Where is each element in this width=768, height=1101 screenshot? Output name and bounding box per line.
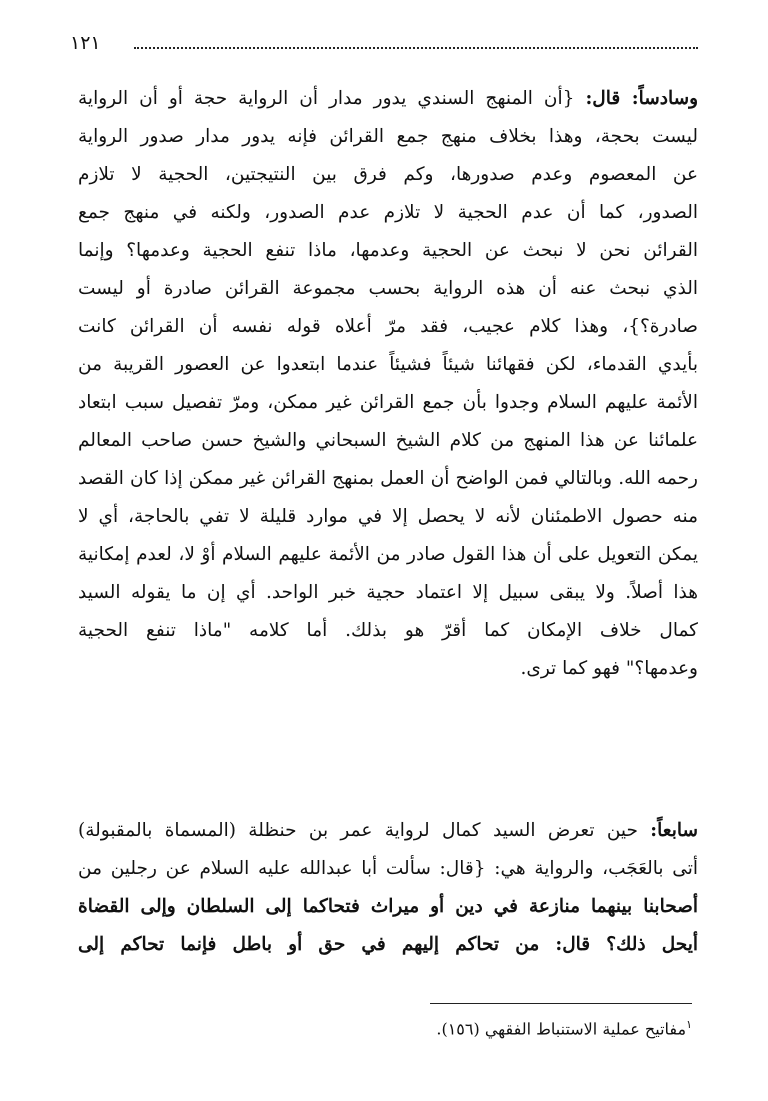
- text-line: سابعاً: حين تعرض السيد كمال لرواية عمر بن حنظلة (المسماة بالمقبولة): [78, 820, 698, 841]
- page-number: ١٢١: [70, 32, 101, 54]
- paragraph-seventh-point: [78, 812, 698, 964]
- footnote-separator: [430, 1003, 692, 1004]
- text-line: القرائن نحن لا نبحث عن الحجية وعدمها، ماذا تنفع الحجية وعدمها؟ وإنما: [78, 240, 698, 261]
- text-line: أصحابنا بينهما منازعة في دين أو ميراث فتحاكما إلى السلطان وإلى القضاة: [78, 896, 698, 917]
- text-line: أتى بالعَجَب، والرواية هي: {قال: سألت أبا عبدالله عليه السلام عن رجلين من: [78, 858, 698, 879]
- text-line: الأئمة عليهم السلام وجدوا بأن جمع القرائن غير ممكن، ومرّ تفصيل سبب ابتعاد: [78, 392, 698, 413]
- text-line: عن المعصوم وعدم صدورها، وكم فرق بين النتيجتين، الحجية لا تلازم: [78, 164, 698, 185]
- text-line: ليست بحجة، وهذا بخلاف منهج جمع القرائن فإنه يدور مدار صدور الرواية: [78, 126, 698, 147]
- text-line: علمائنا عن هذا المنهج من كلام الشيخ السبحاني والشيخ حسن صاحب المعالم: [78, 430, 698, 451]
- text-line: بأيدي القدماء، لكن فقهائنا شيئاً فشيئاً عندما ابتعدوا عن العصور القريبة من: [78, 354, 698, 375]
- footnote-marker: ١: [686, 1018, 692, 1031]
- text-line: أيحل ذلك؟ قال: من تحاكم إليهم في حق أو باطل فإنما تحاكم إلى: [78, 934, 698, 955]
- section-lead: سابعاً:: [650, 820, 698, 841]
- text-line: هذا أصلاً. ولا يبقى سبيل إلا اعتماد حجية خبر الواحد. أي إن ما يقوله السيد: [78, 582, 698, 603]
- text-line: الصدور، كما أن عدم الحجية لا تلازم عدم الصدور، ولكنه في منهج جمع: [78, 202, 698, 223]
- header-dotted-rule: [134, 47, 698, 49]
- text-line: منه حصول الاطمئنان لأنه لا يحصل إلا في موارد قليلة لا تفي بالحاجة، أي لا: [78, 506, 698, 527]
- page-header: [70, 32, 698, 56]
- text-line: كمال خلاف الإمكان كما أقرّ هو بذلك. أما كلامه "ماذا تنفع الحجية: [78, 620, 698, 641]
- footnote: [430, 1012, 692, 1042]
- footnote-text: مفاتيح عملية الاستنباط الفقهي (١٥٦).: [436, 1019, 687, 1039]
- text-line: يمكن التعويل على أن هذا القول صادر من الأئمة عليهم السلام أوْ لا، لعدم إمكانية: [78, 544, 698, 565]
- text-line: رحمه الله. وبالتالي فمن الواضح أن العمل بمنهج القرائن غير ممكن إذا كان القصد: [78, 468, 698, 489]
- paragraph-sixth-point: [78, 80, 698, 688]
- text-line: الذي نبحث عنه أن هذه الرواية بحسب مجموعة القرائن صادرة أو ليست: [78, 278, 698, 299]
- text-line: وسادساً: قال: {أن المنهج السندي يدور مدار أن الرواية حجة أو أن الرواية: [78, 88, 698, 109]
- text-line: وعدمها؟" فهو كما ترى.: [520, 658, 698, 679]
- section-lead: وسادساً: قال:: [585, 88, 698, 109]
- text-line: صادرة؟}، وهذا كلام عجيب، فقد مرّ أعلاه قوله نفسه أن القرائن كانت: [78, 316, 698, 337]
